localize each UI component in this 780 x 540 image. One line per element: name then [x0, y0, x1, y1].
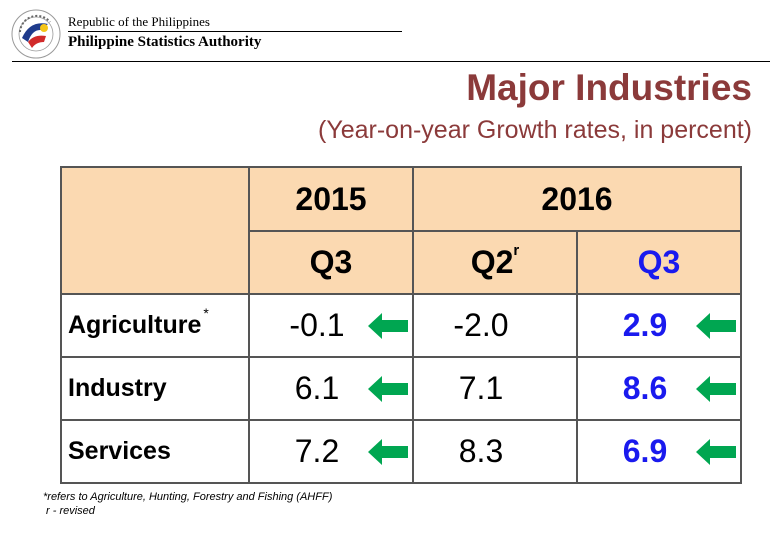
left-arrow-icon [696, 312, 736, 340]
cell-services-2016-q2 [413, 420, 577, 483]
row-label-agriculture [61, 294, 249, 357]
cell-industry-2015-q3 [249, 357, 413, 420]
quarter-header-2015-q3 [249, 231, 413, 294]
psa-seal-logo [10, 8, 62, 60]
year-header-2016: 2016 [413, 167, 741, 231]
row-label-text: Services [68, 437, 171, 465]
footnote-ahff: *refers to Agriculture, Hunting, Forestry and Fishing (AHFF) [43, 491, 333, 503]
value: 8.6 [622, 370, 668, 406]
header-agency: Philippine Statistics Authority [68, 34, 262, 50]
corner-cell [61, 167, 249, 294]
page-subtitle: (Year-on-year Growth rates, in percent) [318, 116, 752, 144]
quarter-header-2016-q2 [413, 231, 577, 294]
quarter-label: Q2 [470, 244, 514, 280]
value: -2.0 [453, 307, 509, 343]
left-arrow-icon [368, 438, 408, 466]
left-arrow-icon [368, 312, 408, 340]
left-arrow-icon [696, 438, 736, 466]
year-header-2015: 2015 [249, 167, 413, 231]
growth-rates-table [60, 166, 742, 484]
page-title: Major Industries [466, 67, 752, 108]
footnote-marker: * [203, 305, 209, 321]
header-divider [12, 61, 770, 62]
value: 6.1 [294, 370, 340, 406]
footnotes [43, 490, 332, 518]
revised-marker: r [513, 242, 520, 259]
value: 7.2 [294, 433, 340, 469]
cell-agriculture-2015-q3 [249, 294, 413, 357]
left-arrow-icon [696, 375, 736, 403]
cell-services-2016-q3 [577, 420, 741, 483]
cell-industry-2016-q2 [413, 357, 577, 420]
row-label-text: Agriculture [68, 311, 202, 339]
footnote-revised: r - revised [46, 505, 95, 517]
quarter-header-2016-q3 [577, 231, 741, 294]
value: -0.1 [289, 307, 345, 343]
row-label-industry [61, 357, 249, 420]
left-arrow-icon [368, 375, 408, 403]
cell-agriculture-2016-q3 [577, 294, 741, 357]
cell-services-2015-q3 [249, 420, 413, 483]
value: 6.9 [622, 433, 668, 469]
value: 2.9 [622, 307, 668, 343]
cell-agriculture-2016-q2 [413, 294, 577, 357]
value: 8.3 [458, 433, 504, 469]
row-label-services [61, 420, 249, 483]
header-republic: Republic of the Philippines [68, 14, 402, 32]
value: 7.1 [458, 370, 504, 406]
quarter-label: Q3 [309, 244, 353, 280]
row-label-text: Industry [68, 374, 167, 402]
quarter-label: Q3 [637, 244, 681, 280]
cell-industry-2016-q3 [577, 357, 741, 420]
